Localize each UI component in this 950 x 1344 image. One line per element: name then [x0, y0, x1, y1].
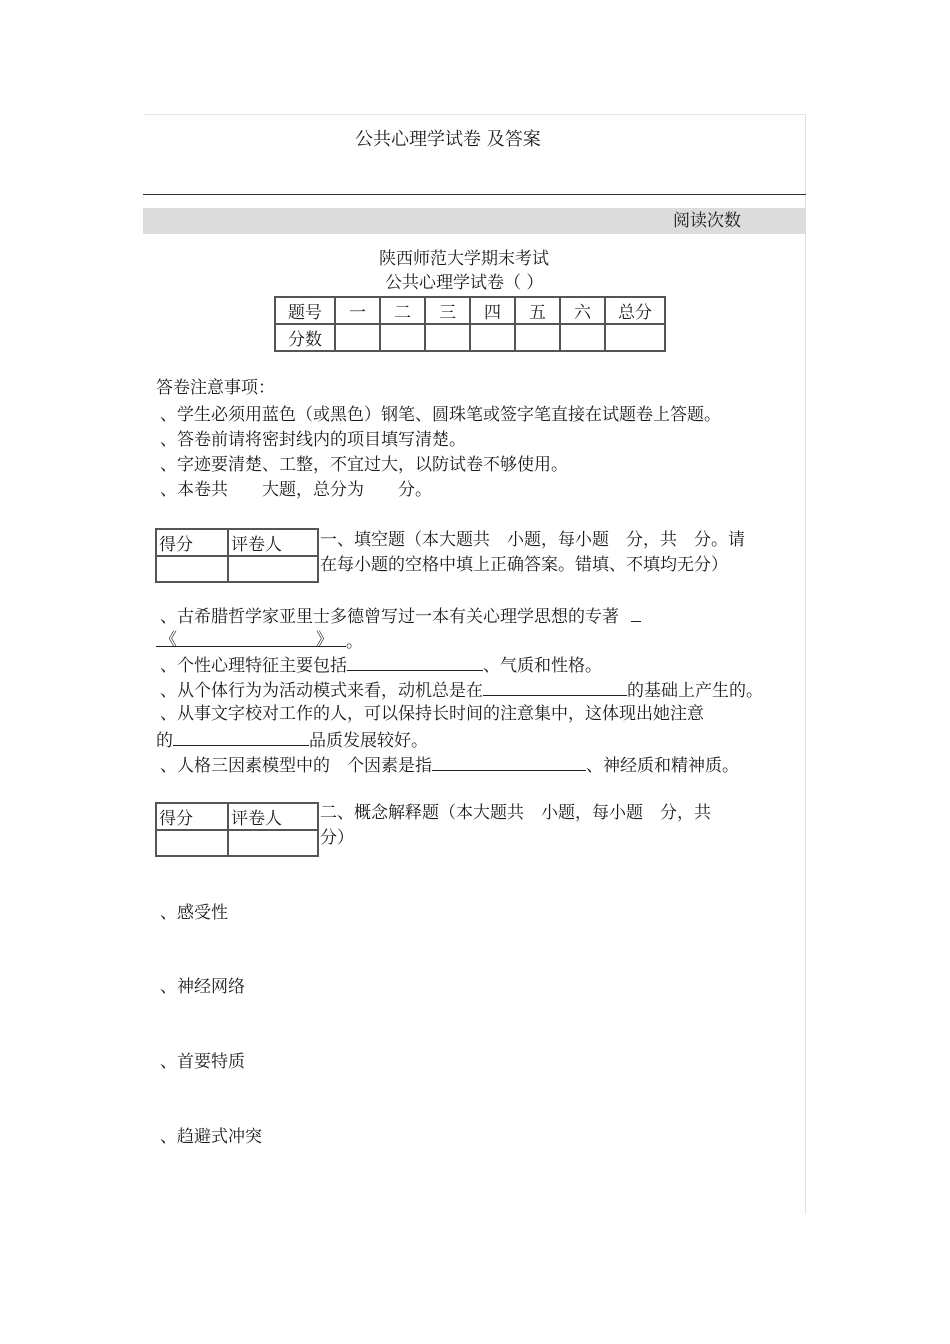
section2-heading: 二、概念解释题（本大题共 小题，每小题 分，共	[320, 803, 711, 823]
grader-name-cell	[228, 556, 318, 582]
grader-name-cell	[228, 830, 318, 856]
score-cell	[515, 324, 560, 351]
section2-heading-continuation: 分）	[320, 828, 354, 848]
book-title-close-mark: 》	[316, 630, 333, 650]
exam-paper-title: 公共心理学试卷（ ）	[385, 273, 544, 293]
question-5-text	[160, 752, 739, 778]
term-item: 、感受性	[160, 903, 228, 923]
grader-name-label: 评卷人	[228, 529, 318, 556]
section2-grader-box	[155, 802, 319, 857]
note-item: 、本卷共 大题，总分为 分。	[160, 480, 432, 500]
page-frame-right	[805, 114, 806, 1214]
section1-instructions: 在每小题的空格中填上正确答案。错填、不填均无分）	[320, 555, 728, 575]
notes-heading: 答卷注意事项：	[156, 378, 275, 398]
score-header-cell: 五	[515, 297, 560, 324]
score-header-cell: 总分	[605, 297, 665, 324]
note-item: 、学生必须用蓝色（或黑色）钢笔、圆珠笔或签字笔直接在试题卷上答题。	[160, 405, 721, 425]
score-table-value-row	[275, 324, 665, 351]
grader-score-cell	[156, 830, 228, 856]
score-cell	[560, 324, 605, 351]
score-cell	[380, 324, 425, 351]
title-divider	[143, 194, 806, 195]
score-row-label: 分数	[275, 324, 335, 351]
read-count-label: 阅读次数	[673, 211, 741, 231]
exam-school: 陕西师范大学期末考试	[379, 249, 549, 269]
score-cell	[335, 324, 380, 351]
question-5-tail: 、神经质和精神质。	[586, 756, 739, 776]
question-4-prefix: 的	[156, 731, 173, 751]
question-2-tail: 、气质和性格。	[483, 656, 602, 676]
term-item: 、神经网络	[160, 977, 245, 997]
score-header-cell: 六	[560, 297, 605, 324]
question-4-tail: 品质发展较好。	[309, 731, 428, 751]
question-1-stem: 、古希腊哲学家亚里士多德曾写过一本有关心理学思想的专著	[160, 607, 619, 627]
question-4-blank	[173, 727, 309, 746]
note-item: 、答卷前请将密封线内的项目填写清楚。	[160, 430, 466, 450]
book-title-open-mark: 《	[160, 630, 177, 650]
question-2-blank	[347, 652, 483, 671]
section1-grader-box	[155, 528, 319, 583]
grader-score-label: 得分	[156, 803, 228, 830]
question-3-tail: 的基础上产生的。	[627, 681, 763, 701]
grader-score-label: 得分	[156, 529, 228, 556]
score-table	[274, 296, 666, 352]
question-2-stem: 、个性心理特征主要包括	[160, 656, 347, 676]
question-4-continuation	[156, 727, 428, 753]
question-3-blank	[483, 677, 627, 696]
note-item: 、字迹要清楚、工整，不宜过大，以防试卷不够使用。	[160, 455, 568, 475]
grader-name-label: 评卷人	[228, 803, 318, 830]
question-1-blank	[156, 628, 346, 650]
question-5-blank	[432, 752, 586, 771]
score-cell	[470, 324, 515, 351]
term-item: 、趋避式冲突	[160, 1127, 262, 1147]
question-5-stem: 、人格三因素模型中的 个因素是指	[160, 756, 432, 776]
question-3-text	[160, 677, 763, 703]
document-title: 公共心理学试卷 及答案	[355, 129, 541, 150]
score-cell	[425, 324, 470, 351]
question-1-text	[160, 603, 641, 629]
question-3-stem: 、从个体行为为活动模式来看，动机总是在	[160, 681, 483, 701]
question-4-text: 、从事文字校对工作的人，可以保持长时间的注意集中，这体现出她注意	[160, 704, 704, 724]
term-item: 、首要特质	[160, 1052, 245, 1072]
score-header-cell: 二	[380, 297, 425, 324]
score-table-header-row	[275, 297, 665, 324]
section1-heading: 一、填空题（本大题共 小题，每小题 分，共 分。请	[320, 530, 745, 550]
question-1-blank-tail	[631, 603, 641, 622]
score-header-cell: 题号	[275, 297, 335, 324]
page-frame-top	[143, 114, 806, 115]
score-header-cell: 三	[425, 297, 470, 324]
score-header-cell: 四	[470, 297, 515, 324]
score-cell	[605, 324, 665, 351]
question-2-text	[160, 652, 602, 678]
grader-score-cell	[156, 556, 228, 582]
question-1-end: 。	[346, 632, 363, 652]
question-1-answer-line	[156, 628, 363, 654]
score-header-cell: 一	[335, 297, 380, 324]
